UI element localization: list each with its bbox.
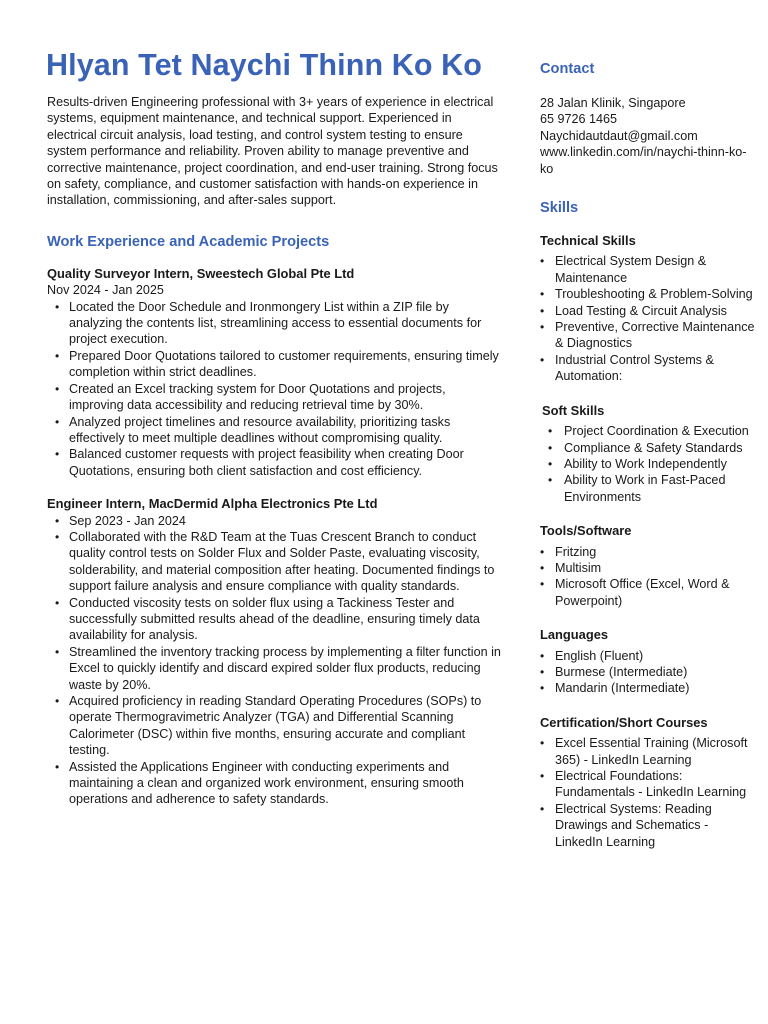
contact-details <box>540 95 755 177</box>
list-item: • Electrical Systems: Reading Drawings and Schematics - LinkedIn Learning <box>540 801 755 850</box>
list-item: • Project Coordination & Execution <box>542 423 755 439</box>
job-bullet: • Collaborated with the R&D Team at the Tuas Crescent Branch to conduct quality control tests on Solder Flux and Solder Paste, evaluating viscosity, solderability, and material composition after heating. Documented findings to support failure analysis and ensure compliance with quality standards. <box>47 529 502 595</box>
list-item: • Troubleshooting & Problem-Solving <box>540 286 755 302</box>
job-bullet: • Located the Door Schedule and Ironmongery List within a ZIP file by analyzing the contents list, streamlining access to essential documents for project execution. <box>47 299 502 348</box>
list-item: • English (Fluent) <box>540 648 755 664</box>
left-column <box>47 94 502 825</box>
list-item: • Ability to Work in Fast-Paced Environments <box>542 472 755 505</box>
list-item: • Compliance & Safety Standards <box>542 440 755 456</box>
list-item: • Excel Essential Training (Microsoft 365) - LinkedIn Learning <box>540 735 755 768</box>
contact-phone: 65 9726 1465 <box>540 112 618 127</box>
contact-address: 28 Jalan Klinik, Singapore <box>540 96 686 110</box>
list-item: • Industrial Control Systems & Automation: <box>540 352 755 385</box>
languages-list <box>540 648 755 697</box>
job-date: Nov 2024 - Jan 2025 <box>47 283 164 298</box>
tools-list <box>540 544 755 610</box>
job-title: Engineer Intern, MacDermid Alpha Electronics Pte Ltd <box>47 496 378 512</box>
list-item: • Electrical Foundations: Fundamentals - LinkedIn Learning <box>540 768 755 801</box>
technical-skills-list <box>540 253 755 384</box>
list-item: • Multisim <box>540 560 755 576</box>
languages-title: Languages <box>540 627 609 643</box>
skills-section-title: Skills <box>540 200 579 217</box>
certifications-list <box>540 735 755 850</box>
certifications-title: Certification/Short Courses <box>540 714 708 730</box>
tools-title: Tools/Software <box>540 523 632 539</box>
job-bullets <box>47 513 502 808</box>
list-item: • Load Testing & Circuit Analysis <box>540 303 755 319</box>
resume-name: Hlyan Tet Naychi Thinn Ko Ko <box>46 48 483 82</box>
job-bullet: • Analyzed project timelines and resource availability, prioritizing tasks effectively to meet multiple deadlines without compromising quality. <box>47 414 502 447</box>
job-entry <box>47 266 502 479</box>
soft-skills-title: Soft Skills <box>542 402 605 418</box>
job-title: Quality Surveyor Intern, Sweestech Global Pte Ltd <box>47 265 355 281</box>
list-item: • Preventive, Corrective Maintenance & Diagnostics <box>540 319 755 352</box>
list-item: • Mandarin (Intermediate) <box>540 680 755 696</box>
job-bullet: • Prepared Door Quotations tailored to customer requirements, ensuring timely completion within strict deadlines. <box>47 348 502 381</box>
right-column <box>540 60 755 850</box>
job-bullet: • Assisted the Applications Engineer with conducting experiments and maintaining a clean and organized work environment, ensuring smooth operations and adherence to safety standards. <box>47 759 502 808</box>
list-item: • Burmese (Intermediate) <box>540 664 755 680</box>
soft-skills-block <box>540 403 755 505</box>
experience-section-title: Work Experience and Academic Projects <box>47 233 330 250</box>
job-bullet: • Sep 2023 - Jan 2024 <box>47 513 502 529</box>
list-item: • Microsoft Office (Excel, Word & Powerpoint) <box>540 576 755 609</box>
soft-skills-list <box>542 423 755 505</box>
job-bullet: • Created an Excel tracking system for Door Quotations and projects, improving data accessibility and reducing retrieval time by 30%. <box>47 381 502 414</box>
list-item: • Ability to Work Independently <box>542 456 755 472</box>
job-bullet: • Balanced customer requests with project feasibility when creating Door Quotations, ensuring both client satisfaction and cost efficiency. <box>47 446 502 479</box>
list-item: • Fritzing <box>540 544 755 560</box>
job-entry <box>47 496 502 808</box>
job-bullet: • Acquired proficiency in reading Standard Operating Procedures (SOPs) to operate Thermogravimetric Analyzer (TGA) and Differential Scanning Calorimeter (DSC) within five months, ensuring accurate and compliant testing. <box>47 693 502 759</box>
professional-summary: Results-driven Engineering professional with 3+ years of experience in electrical systems, equipment maintenance, and technical support. Experienced in electrical circuit analysis, load testing, and control system testing to ensure system performance and reliability. Proven ability to manage preventive and corrective maintenance, project coordination, and end-user training. Strong focus on safety, compliance, and customer satisfaction with hands-on experience in installation, commissioning, and after-sales support. <box>47 95 498 208</box>
technical-skills-title: Technical Skills <box>540 233 636 249</box>
contact-linkedin[interactable]: www.linkedin.com/in/naychi-thinn-ko-ko <box>540 145 747 176</box>
contact-email[interactable]: Naychidautdaut@gmail.com <box>540 128 698 143</box>
contact-section-title: Contact <box>540 61 595 77</box>
job-bullet: • Streamlined the inventory tracking process by implementing a filter function in Excel to quickly identify and discard expired solder flux products, reducing waste by 20%. <box>47 644 502 693</box>
list-item: • Electrical System Design & Maintenance <box>540 253 755 286</box>
job-bullets <box>47 299 502 479</box>
job-bullet: • Conducted viscosity tests on solder flux using a Tackiness Tester and successfully submitted results ahead of the deadline, ensuring timely data availability for analysis. <box>47 595 502 644</box>
